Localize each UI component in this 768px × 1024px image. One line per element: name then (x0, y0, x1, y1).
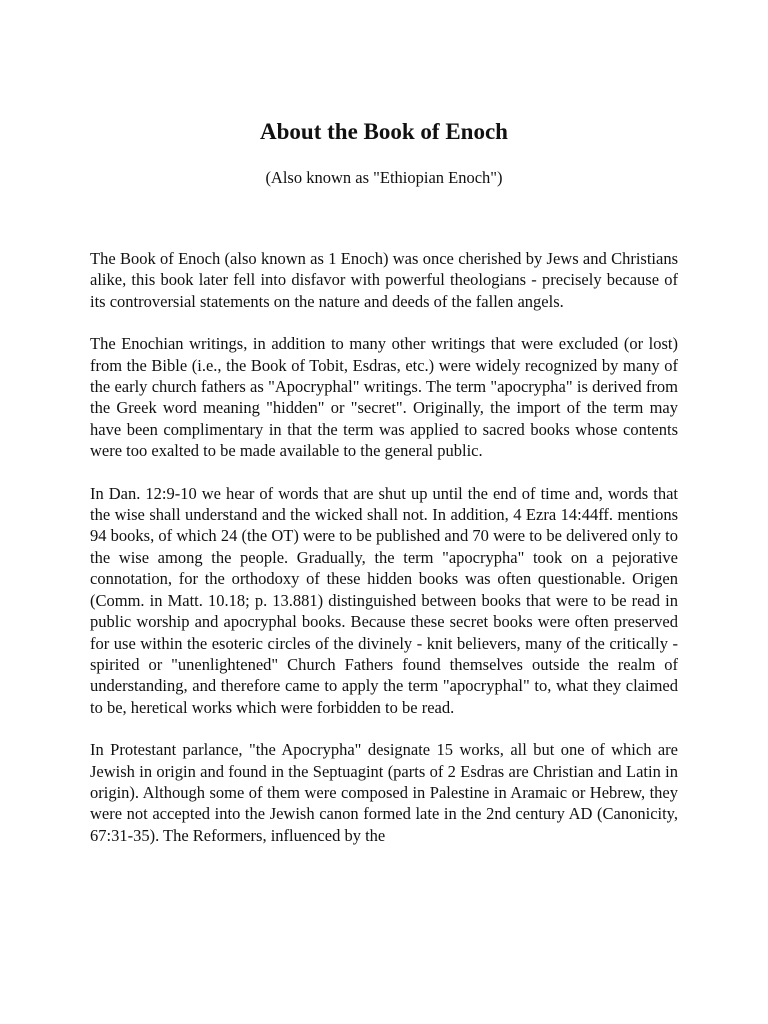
paragraph-1: The Book of Enoch (also known as 1 Enoch) was once cherished by Jews and Christians alike, this book later fell into disfavor with powerful theologians - precisely because of its controversial statements on the nature and deeds of the fallen angels. (90, 249, 678, 311)
paragraph-3: In Dan. 12:9-10 we hear of words that are shut up until the end of time and, words that the wise shall understand and the wicked shall not. In addition, 4 Ezra 14:44ff. mentions 94 books, of which 24 (the OT) were to be published and 70 were to be delivered only to the wise among the people. Gradually, the term "apocrypha" took on a pejorative connotation, for the orthodoxy of these hidden books was often questionable. Origen (Comm. in Matt. 10.18; p. 13.881) distinguished between books that were to be read in public worship and apocryphal books. Because these secret books were often preserved for use within the esoteric circles of the divinely - knit believers, many of the critically - spirited or "unenlightened" Church Fathers found themselves outside the realm of understanding, and therefore came to apply the term "apocryphal" to, what they claimed to be, heretical works which were forbidden to be read. (90, 483, 678, 717)
page-subtitle: (Also known as "Ethiopian Enoch") (265, 168, 503, 187)
page-title: About the Book of Enoch (260, 119, 508, 144)
document-body (90, 248, 678, 867)
paragraph-4: In Protestant parlance, "the Apocrypha" designate 15 works, all but one of which are Jewish in origin and found in the Septuagint (parts of 2 Esdras are Christian and Latin in origin). Although some of them were composed in Palestine in Aramaic or Hebrew, they were not accepted into the Jewish canon formed late in the 2nd century AD (Canonicity, 67:31-35). The Reformers, influenced by the (90, 740, 678, 845)
paragraph-2: The Enochian writings, in addition to many other writings that were excluded (or lost) from the Bible (i.e., the Book of Tobit, Esdras, etc.) were widely recognized by many of the early church fathers as "Apocryphal" writings. The term "apocrypha" is derived from the Greek word meaning "hidden" or "secret". Originally, the import of the term may have been complimentary in that the term was applied to sacred books whose contents were too exalted to be made available to the general public. (90, 334, 678, 461)
